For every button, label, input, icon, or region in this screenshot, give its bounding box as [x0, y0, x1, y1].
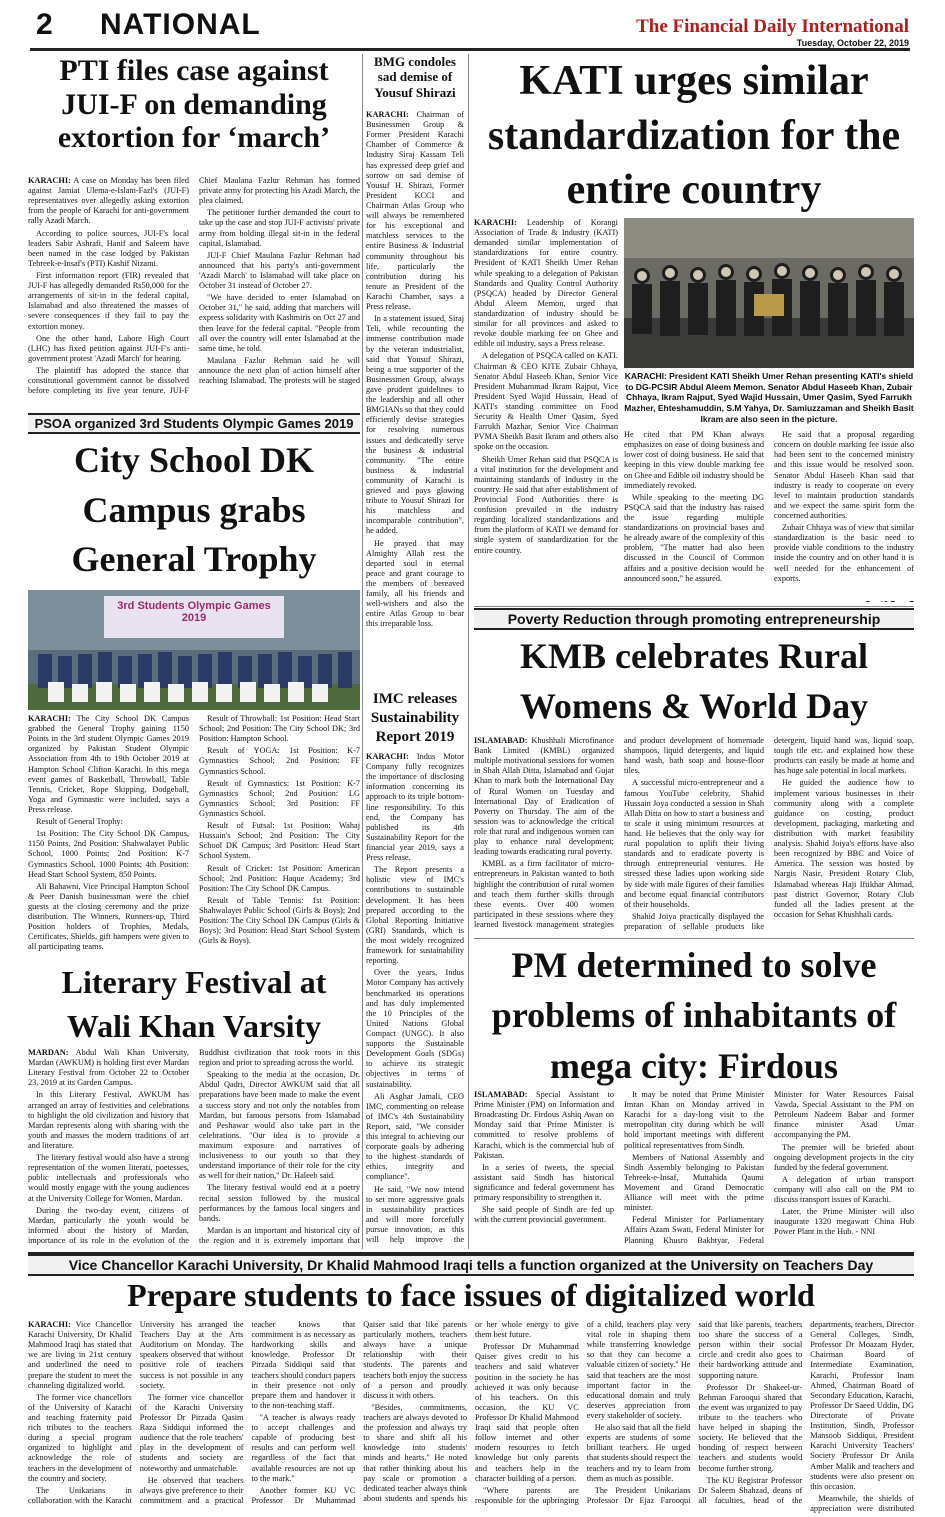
psoa-paragraph: Ali Bahawni, Vice Principal Hampton School & Peer Danish businessman were the chief guests at the closing ceremony and the prize distribution. The Winners, Runners-up, Third Position holders of Trophies, Medals, Certificates, Shields, gift hampers were given to all participating teams. — [28, 881, 189, 952]
imc-body — [366, 752, 464, 1247]
section-name: NATIONAL — [100, 8, 261, 41]
imc-paragraph: Over the years, Indus Motor Company has actively benchmarked its operations and has duly implemented the 10 Principles of the United Nations Global Compact (UNGC). It also supports the Sustainable Development Goals (SDGs) to achieve its strategic objectives in terms of sustainability. — [366, 968, 464, 1089]
dateline: KARACHI: — [366, 110, 409, 119]
kmb-paragraph: He guided the audience how to implement various businesses in their community along with a complete guidance on costing, product development, packaging, marketing and distribution with market feasibility analysis. Shahid Joiya's efforts have also been recognized by BBC and Voice of America. The session was hosted by Nargis Nasir, President Rotary Club, Islamabad whereas Haji Iftikhar Ahmad, past district Governor, Rotary Club funded all the ladies present at the occasion for Sehat Khushhali cards. — [774, 778, 914, 919]
psoa-paragraph: Result of Gymnastics: 1st Position: K-7 Gymnastics School; 2nd Position: LG Gymnastics School; 3rd Position: FF Gymnastics School. — [199, 778, 360, 818]
kati-paragraph: He said that a proposal regarding concern on double marking fee issue also had been sent to the concerned ministry and this issue would be resolved soon. Senator Abdul Haseeb Khan said that industry is ready to cooperate on every level to maintain production standards and we expect the same spirit form the concerned authorities. — [774, 430, 914, 520]
imc-paragraph: Ali Asghar Jamali, CEO IMC, commenting on release of IMC's 4th Sustainability Report, said, "We consider this integral to achieving our corporate goals by adhering to the highest standards of ethics, integrity and compliance". — [366, 1091, 464, 1182]
psoa-story — [28, 413, 360, 961]
kmb-body — [474, 736, 914, 938]
ku-paragraph: "Where parents are responsible for the upbringing of a child, teachers play very vital role in shaping them while transferring knowledge so that they can become a valuable citizen of society." He said that teachers are the most important factor in the educational domain and truly deserves appreciation from every stakeholder of society. — [475, 1320, 691, 1505]
pti-paragraph: According to police sources, JUI-F's local leaders Sabir Ashrafi, Hanif and Saleem have been named in the case lodged by Pakistan Tehreek-e-Insaf's (PTI) Kashif Nizami. — [28, 228, 189, 268]
pti-paragraph: The plaintiff has adopted the stance that constitutional government cannot be dissolved before completing its five year tenure. JUI-F Chief Maulana Fazlur Rehman has formed private army for protecting his Azadi March, the plea claimed. — [28, 176, 360, 396]
kati-paragraph: Zubair Chhaya was of view that similar standardization is the basic need to provide viable conditions to the industry inside the country and on other hand it is well needed for the enhancement of exports. — [774, 523, 914, 583]
ku-paragraph: The former vice chancellor of the Karachi University Professor Dr Pirzada Qasim Raza Siddiqui informed the audience that the role teachers' play in the development of students and society are noteworthy and unmatchable. — [139, 1392, 244, 1473]
literary-paragraph: MARDAN: Abdul Wali Khan University, Mardan (AWKUM) is holding first ever Mardan Literary Festival from October 22 to October 23, 2019 at its Garden Campus. — [28, 1048, 189, 1088]
dateline: KARACHI: — [28, 714, 71, 723]
pm-body — [474, 1090, 914, 1248]
psoa-paragraph: Result of General Trophy: — [36, 817, 123, 827]
psoa-paragraph: KARACHI: The City School DK Campus grabbed the General Trophy gaining 1150 Points in the 3rd student Olympic Games 2019 organized by Pakistan Student Olympic Association from 4th to 19th October 2019 at Hampton School Clifton Karachi. In this mega event games of Basketball, Throwball, Table Tennis, Cricket, Rope Skipping, Dodgeball, Yoga and Gymnastic were included, says a Press release. — [28, 714, 189, 814]
imc-story — [366, 690, 464, 1250]
ku-paragraph: KARACHI: Vice Chancellor Karachi University, Dr Khalid Mahmood Iraqi has stated that we are living in 21st century and underlined the need to prepare the student to meet the channeling digitalized world. — [28, 1320, 132, 1390]
section-divider — [28, 1252, 914, 1254]
kmb-paragraph: ISLAMABAD: Khushhali Microfinance Bank Limited (KMBL) organized multiple motivational sessions for women in Shah Allah Ditta, Islamabad and Gujar Khan to mark both the International Day of Rural Women on Tuesday and International Day of Eradication of Poverty on Thursday. The aim of the session was to acknowledge the critical role that rural and indigenous women can play to enhance rural development; leading towards eradicating rural poverty. — [474, 736, 614, 857]
dateline: KARACHI: — [28, 176, 71, 185]
kmb-headline: KMB celebrates Rural Womens & World Day — [519, 636, 869, 726]
psoa-body — [28, 714, 360, 961]
kati-body-right — [624, 430, 914, 598]
psoa-kicker: PSOA organized 3rd Students Olympic Games 2019 — [28, 413, 360, 434]
literary-paragraph: Mardan is an important and historical city of the region and it is extremely important that — [199, 1225, 360, 1245]
ku-paragraph: The former vice chancellors of the University of Karachi and teaching fraternity paid rich tributes to the teachers during a special program organized to highlight and acknowledge the role of teachers in the development of the country and society. — [28, 1392, 132, 1483]
pti-paragraph: One the other hand, Lahore High Court (LHC) has fixed petition against JUI-F's anti-government protest 'Azadi March' for hearing. — [28, 333, 189, 363]
kmb-kicker: Poverty Reduction through promoting entrepreneurship — [474, 608, 914, 630]
bmg-body — [366, 110, 464, 680]
pm-paragraph: A delegation of urban transport company will also call on the PM to discuss transport issues of Karachi. — [774, 1174, 914, 1205]
literary-paragraph: The literary festival would also have a strong representation of the women literati, poetesses, public intellectuals and professionals who would mostly engage with the young audiences at the University College for Women, Mardan. — [28, 1153, 189, 1203]
ku-paragraph: The KU Registrar Professor Dr Saleem Shahzad, deans of all faculties, head of the departments, teachers, Director General Colleges, Sindh, Professor Dr Moazam Hyder, Chairman Board of Intermediate Examination, Karachi, Professor Inam Ahmed, Chairman Board of Secondary Education, Karachi, Professor Dr Saeed Uddin, DG Directorate of Private Institution, Sindh, Professor Mansoob Siddiqui, President Karachi University Teachers' Society Professor Dr Anila Amber Malik and teachers and students were also present on this occasion. — [698, 1320, 914, 1505]
kati-body-left — [474, 218, 618, 602]
psoa-paragraph: Result of Futsal: 1st Position: Wahaj Hussain's School; 2nd Position: The City School DK Campus; 3rd Position: Head Start School System. — [199, 821, 360, 861]
kati-paragraph: KARACHI: Leadership of Korangi Association of Trade & Industry (KATI) demanded similar implementation of standardizations for entire country. President of KATI Sheikh Umer Rehan while speaking to a delegation of Pakistan Standards and Quality Control Authority (PSQCA) headed by Director General Abdul Aleem Memon, urged that standardization of industry should be similar for all provinces and asked to revoke double marking fee on Ghee and edible oil industry, says a Press release. — [474, 218, 618, 349]
pti-paragraph: Maulana Fazlur Rehman said he will announce the next plan of action himself after reaching Islamabad. The protests will be staged — [199, 355, 360, 386]
psoa-paragraph: Result of Throwball: 1st Position: Head Start School; 2nd Position: The City School DK; 3rd Position: Hampton School. — [199, 714, 360, 744]
kati-paragraph: A delegation of PSQCA called on KATI. Chairman & CEO KITE Zubair Chhaya, Senator Abdul Haseeb Khan, Senior Vice President Muhammad Ikram Rajput, Vice President Syed Wajid Hussain, Head of KATI's standing committee on Food Security & Health Umer Qasim, Syed Farrukh Mazhar, Senior Vice Chairman PVMA Sheikh Basit Ikram and others also spoke on the occasion. — [474, 351, 618, 452]
pti-paragraph: "We have decided to enter Islamabad on October 31," he said, adding that marchers will express solidarity with Kashmiris on Oct 27 and then leave for the federal capital. "People from all over the country will enter Islamabad at the same time, he told. — [199, 293, 360, 353]
pm-headline: PM determined to solve problems of inhabitants of mega city: Firdous — [491, 945, 897, 1086]
pm-paragraph: ISLAMABAD: Special Assistant to Prime Minister (PM) on Information and Broadcasting Dr. Firdous Ashiq Awan on Monday said that Prime Minister is committed to resolve problems of Karachi, which is the commercial hub of Pakistan. — [474, 1090, 614, 1160]
ku-story — [28, 1254, 914, 1514]
bmg-paragraph: KARACHI: Chairman of Businessmen Group & Former President Karachi Chamber of Commerce & Industry Siraj Kassam Teli has expressed deep grief and sorrow on sad demise of Yousuf H. Shirazi, Former President KCCI and Chairman Atlas Group who will always be remembered for his exceptional and matchless services to the entire Business & Industrial community throughout his life, particularly the contribution during his tenure as President of the Karachi Chamber, says a Press release. — [366, 110, 464, 312]
psoa-paragraph: Result of Cricket: 1st Position: American School; 2nd Position: Haque Academy; 3rd Position: The City School DK Campus. — [199, 863, 360, 893]
kati-photo-block — [624, 218, 914, 602]
bmg-headline: BMG condoles sad demise of Yousuf Shirazi — [374, 54, 456, 100]
masthead-rule — [30, 48, 910, 51]
column-divider — [468, 54, 469, 1249]
psoa-paragraph: 1st Position: The City School DK Campus, 1150 Points, 2nd Position: Shahwalayet Public School, 1000 Points; 2nd Position: K-7 Gymnastics School, 1000 Points; 4th Position: Head Start School System, 850 Points. — [28, 829, 189, 879]
kati-paragraph: He cited that PM Khan always emphasizes on ease of doing business and lower cost of doing business. He said that keeping in this view double marking fee on Ghee and Edible oil industry should be immediately revoked. — [624, 430, 764, 490]
ku-paragraph: "Besides, commitments, teachers are always devoted to the profession and always try to share and shift all his knowledge into students' minds and hearts." He noted that rather thinking about his pay scale or promotion a dedicated teacher always think about students and spends his or her whole energy to give them best future. — [363, 1320, 579, 1503]
kati-headline: KATI urges similar standardization for the entire country — [487, 58, 901, 214]
literary-paragraph: Speaking to the media at the occasion, Dr. Abdul Qadri, Director AWKUM said that all preparations have been made to make the event a success story and not only the notables from Mardan, but famous persons from Islamabad and Peshawar would also take part in the celebrations. "Our idea is to provide a maximum exposure and narratives of inclusiveness to our youth so that they understand importance of their role for the city as well for their nation," Dr. Haleeb said. — [199, 1070, 360, 1181]
psoa-photo-banner: 3rd Students Olympic Games 2019 — [117, 600, 271, 624]
pm-paragraph: Later, the Prime Minister will also inaugurate 1320 megawatt China Hub Power Plant in the Hub. - NNI — [774, 1207, 914, 1237]
literary-paragraph: During the two-day event, citizens of Mardan, particularly the youth would be informed about the history of Mardan, importance of its role in the evolution of the Buddhist civilization that took roots in this region and prior to spreading across the world. — [28, 1048, 360, 1245]
dateline: ISLAMABAD: — [474, 736, 528, 745]
bmg-paragraph: He prayed that may Almighty Allah rest the departed soul in eternal peace and grant courage to the members of bereaved family, all his friends and well-wishers and also the entire Atlas Group to bear this irreparable loss. — [366, 538, 464, 629]
ku-headline: Prepare students to face issues of digitalized world — [127, 1277, 815, 1313]
kati-paragraph: While speaking to the meeting DG PSQCA said that the industry has raised the issue regarding multiple standardizations on provincial bases and he already aware of the complexity of this problem, "The matter had also been discussed in the Council of Common affairs and a positive decision would be announced soon," he assured. — [624, 492, 764, 583]
imc-paragraph: He said, "We now intend to set more aggressive goals in sustainability practices and will more forcefully pursue innovation, as this will help improve the — [366, 1184, 464, 1245]
imc-paragraph: The Report presents a holistic view of IMC's contributions to sustainable development. It has been prepared according to the Global Reporting Initiative (GRI) Standards, which is the most widely recognized framework for sustainability reporting. — [366, 865, 464, 966]
pti-paragraph: The petitioner further demanded the court to take up the case and stop JUI-F activists' private army from holding illegal sit-in in the federal capital, Islamabad. — [199, 208, 360, 248]
ku-body — [28, 1320, 914, 1514]
pti-body — [28, 176, 360, 406]
kmb-story — [474, 608, 914, 938]
pm-paragraph: The premier will be briefed about ongoing development projects in the city funded by the federal government. — [774, 1142, 914, 1172]
ku-kicker: Vice Chancellor Karachi University, Dr Khalid Mahmood Iraqi tells a function organized at the University on Teachers Day — [28, 1254, 914, 1276]
kati-photo — [624, 218, 914, 368]
kmb-paragraph: A successful micro-entrepreneur and a famous YouTube celebrity, Shahid Hussain Joya conducted a session in Shah Allah Ditta on how to start a business and to scale it using minimum resources at hand. He believes that the only way for rural population to uplift their living standards and to eradicate poverty is through entrepreneurial ventures. He stressed these ladies upon working side by side with male figures of their families and become equal financial contributors of their households. — [624, 778, 764, 909]
pti-story — [28, 54, 360, 408]
ku-paragraph: The Unikarians in collaboration with the Karachi University has arranged the Teachers Day at the Arts Auditorium on Monday. The speakers observed that without positive role of teachers success is not possible in any society. — [28, 1320, 244, 1505]
bmg-story — [366, 54, 464, 684]
literary-body — [28, 1048, 360, 1248]
pti-paragraph: First information report (FIR) revealed that JUI-F has allegedly demanded Rs50,000 for the arrangements of sit-in in the federal capital, Islamabad and also threatened the masses of severe consequences if they fail to pay the extortion money. — [28, 270, 189, 331]
bmg-paragraph: In a statement issued, Siraj Teli, while recounting the immense contribution made by the veteran industrialist, said that Yousuf Shirazi, being a true supporter of the Businessmen Group, always gave prudent guidelines to the leadership and all other BMGIANs so that they could efficiently devise strategies for resolving numerous issues and dedicatedly serve the business & industrial community. "The entire business & industrial community of Karachi is grieved and pays glowing tribute to Yousuf Shirazi for his matchless and incomparable contribution", he added. — [366, 314, 464, 536]
kati-paragraph: Sheikh Umer Rehan said that PSQCA is a vital institution for the development and maintaining standards of Industry in the country. He said that after establishment of Provincial Food Authorities there is confusion prevailed in the industry regarding localized standardizations and from the platform of KATI we demand for single system of standardization for the entire country. — [474, 454, 618, 555]
pti-headline: PTI files case against JUI-F on demanding extortion for ‘march’ — [57, 54, 331, 155]
literary-headline: Literary Festival at Wali Khan Varsity — [61, 964, 327, 1045]
section-divider — [474, 606, 914, 607]
dateline: KARACHI: — [474, 218, 517, 227]
masthead — [0, 0, 945, 50]
ku-paragraph: The President Unikarians Professor Dr Ejaz Farooqui said that like parents, teachers too share the success of a person within their social circle and credit also goes to their hardworking attitude and supporting nature. — [586, 1320, 803, 1505]
pm-paragraph: Members of National Assembly and Sindh Assembly belonging to Pakistan Tehreek-e-Insaf, Muttahida Qaumi Movement and Grand Democratic Alliance will meet with the prime minister. — [624, 1152, 764, 1213]
literary-story — [28, 960, 360, 1250]
dateline: KARACHI: — [28, 1320, 71, 1329]
ku-paragraph: "A teacher is always ready to accept challenges and capable of producing best results and can perform well regardless of the fact that available resources are not up to the mark." — [251, 1412, 356, 1483]
imc-headline: IMC releases Sustainability Report 2019 — [370, 691, 460, 745]
kati-story — [474, 54, 914, 602]
ku-paragraph: He observed that teachers always give preference to their commitment and a practical teacher knows that commitment is as necessary as hardworking skills and knowledge. Professor Dr Pirzada Siddiqui said that teachers should conduct papers in their presence not only prepare them and handover it to the non-teaching staff. — [139, 1320, 356, 1505]
ku-paragraph: Meanwhile, the shields of appreciation were distributed — [810, 1493, 914, 1513]
pti-paragraph: JUI-F Chief Maulana Fazlur Rehman had announced that his party's anti-government 'Azadi March' to Islamabad will take place on October 31 instead of October 27. — [199, 250, 360, 291]
dateline: KARACHI: — [366, 752, 409, 761]
pm-story — [474, 940, 914, 1250]
page-number: 2 — [36, 8, 53, 41]
literary-paragraph: The literary festival would end at a poetry recital session followed by the musical performances by the famous local singers and bands. — [199, 1183, 360, 1223]
column-divider — [362, 54, 363, 1249]
pm-paragraph: She said people of Sindh are fed up with the current provincial government. — [474, 1205, 614, 1225]
psoa-headline: City School DK Campus grabs General Trophy — [71, 440, 317, 580]
kati-photo-caption: KARACHI: President KATI Sheikh Umer Rehan presenting KATI's shield to DG-PCSIR Abdul Aleem Memon. Senator Abdul Haseeb Khan, Zubair Chhaya, Ikram Rajput, Syed Wajid Hussain, Umer Qasim, Syed Farrukh Mazher, Ehteshamuddin, S.M Yahya, Dr. Samiuzzaman and Sheikh Basit Ikram are also seen in the picture. — [624, 371, 914, 424]
imc-paragraph: KARACHI: Indus Motor Company fully recognizes the importance of disclosing information concerning its approach to its triple bottom-line responsibility. To this end, the Company has published its 4th Sustainability Report for the financial year 2019, says a Press release. — [366, 752, 464, 863]
kmb-paragraph: KMBL as a firm facilitator of micro-entrepreneurs in Pakistan wanted to both highlight the contribution of rural women and teach them further skills through these events. Over 400 women participated in these sessions where they learned livestock management strategies and product development of homemade shampoos, liquid detergents, and liquid hand wash, bath soap and house-floor tiles. — [474, 736, 764, 929]
ku-paragraph: Professor Dr Shakeel-ur-Rehman Farooqui shared that the event was organized to pay tribute to the teachers who have helped in shaping the society. He believed that the bonding of respect between teachers and students would become further strong. — [698, 1382, 803, 1473]
ku-paragraph: Another former KU VC Professor Dr Muhammad Qaiser said that like parents particularly mothers, teachers always have a unique relationship with their students. The parents and teachers both enjoy the success of a person and proudly discuss it with others. — [251, 1320, 467, 1505]
pm-paragraph: It may be noted that Prime Minister Imran Khan on Monday arrived in Karachi for a day-long visit to the metropolitan city during which he will hold important meetings with different political representatives from Sindh. — [624, 1090, 764, 1150]
pm-paragraph: Federal Minister for Parliamentary Affairs Azam Swati, Federal Minister for Planning Khusro Bakhtyar, Federal Minister for Water Resources Faisal Vawda, Special Assistant to the PM on Petroleum Nadeem Babar and former finance minister Asad Umar accompanying the PM. — [624, 1090, 914, 1245]
psoa-paragraph: Result of Table Tennis: 1st Position: Shahwalayet Public School (Girls & Boys); 2nd Position: The City School DK Campus (Girls & Boys); 3rd Position: Head Start School System (Girls & Boys). — [199, 895, 360, 946]
pti-paragraph: KARACHI: A case on Monday has been filed against Jamiat Ulema-e-Islam-Fazl's (JUI-F) representatives over allegedly asking extortion from the people of Karachi for anti-government rally Azadi March. — [28, 176, 189, 226]
section-divider — [474, 938, 914, 939]
newspaper-title: The Financial Daily International — [636, 16, 909, 37]
kmb-paragraph: Shahid Joiya practically displayed the preparation of sellable products like detergent, liquid hand was, liquid soap, tough tile etc. and explained how these products can easily be made at home and has huge sale potential in local markets. — [624, 736, 914, 931]
psoa-paragraph: Result of YOGA: 1st Position: K-7 Gymnastics School; 2nd Position: FF Gymnastics School. — [199, 746, 360, 776]
dateline: MARDAN: — [28, 1048, 69, 1057]
dateline: ISLAMABAD: — [474, 1090, 528, 1099]
ku-paragraph: He also said that all the field experts are students of some brilliant teachers. He urged that students should respect the teachers and try to learn from them as much as possible. — [586, 1423, 691, 1483]
kati-continued — [624, 600, 914, 602]
newspaper-brand — [636, 16, 909, 48]
kati-intro-column — [474, 218, 618, 602]
issue-date: Tuesday, October 22, 2019 — [796, 38, 909, 48]
pm-paragraph: In a series of tweets, the special assistant said Sindh has historical significance and federal government has primary responsibility to strengthen it. — [474, 1162, 614, 1203]
literary-paragraph: In this Literary Festival, AWKUM has arranged an array of festivities and celebrations to highlight the old civilization and history that Mardan represents along with sharing with the youth and masses the modern traditions of art and literature. — [28, 1090, 189, 1150]
psoa-photo — [28, 590, 360, 710]
ku-paragraph: Professor Dr Muhammad Qaiser gives credit to his teachers and said whatever position in the society he has achieved it was only because of his teachers. On this occasion, the KU VC Professor Dr Khalid Mahmood Iraqi said that people often follow internet and other modern resources to fetch knowledge but only parents and teachers help in the character building of a person. — [475, 1342, 579, 1483]
